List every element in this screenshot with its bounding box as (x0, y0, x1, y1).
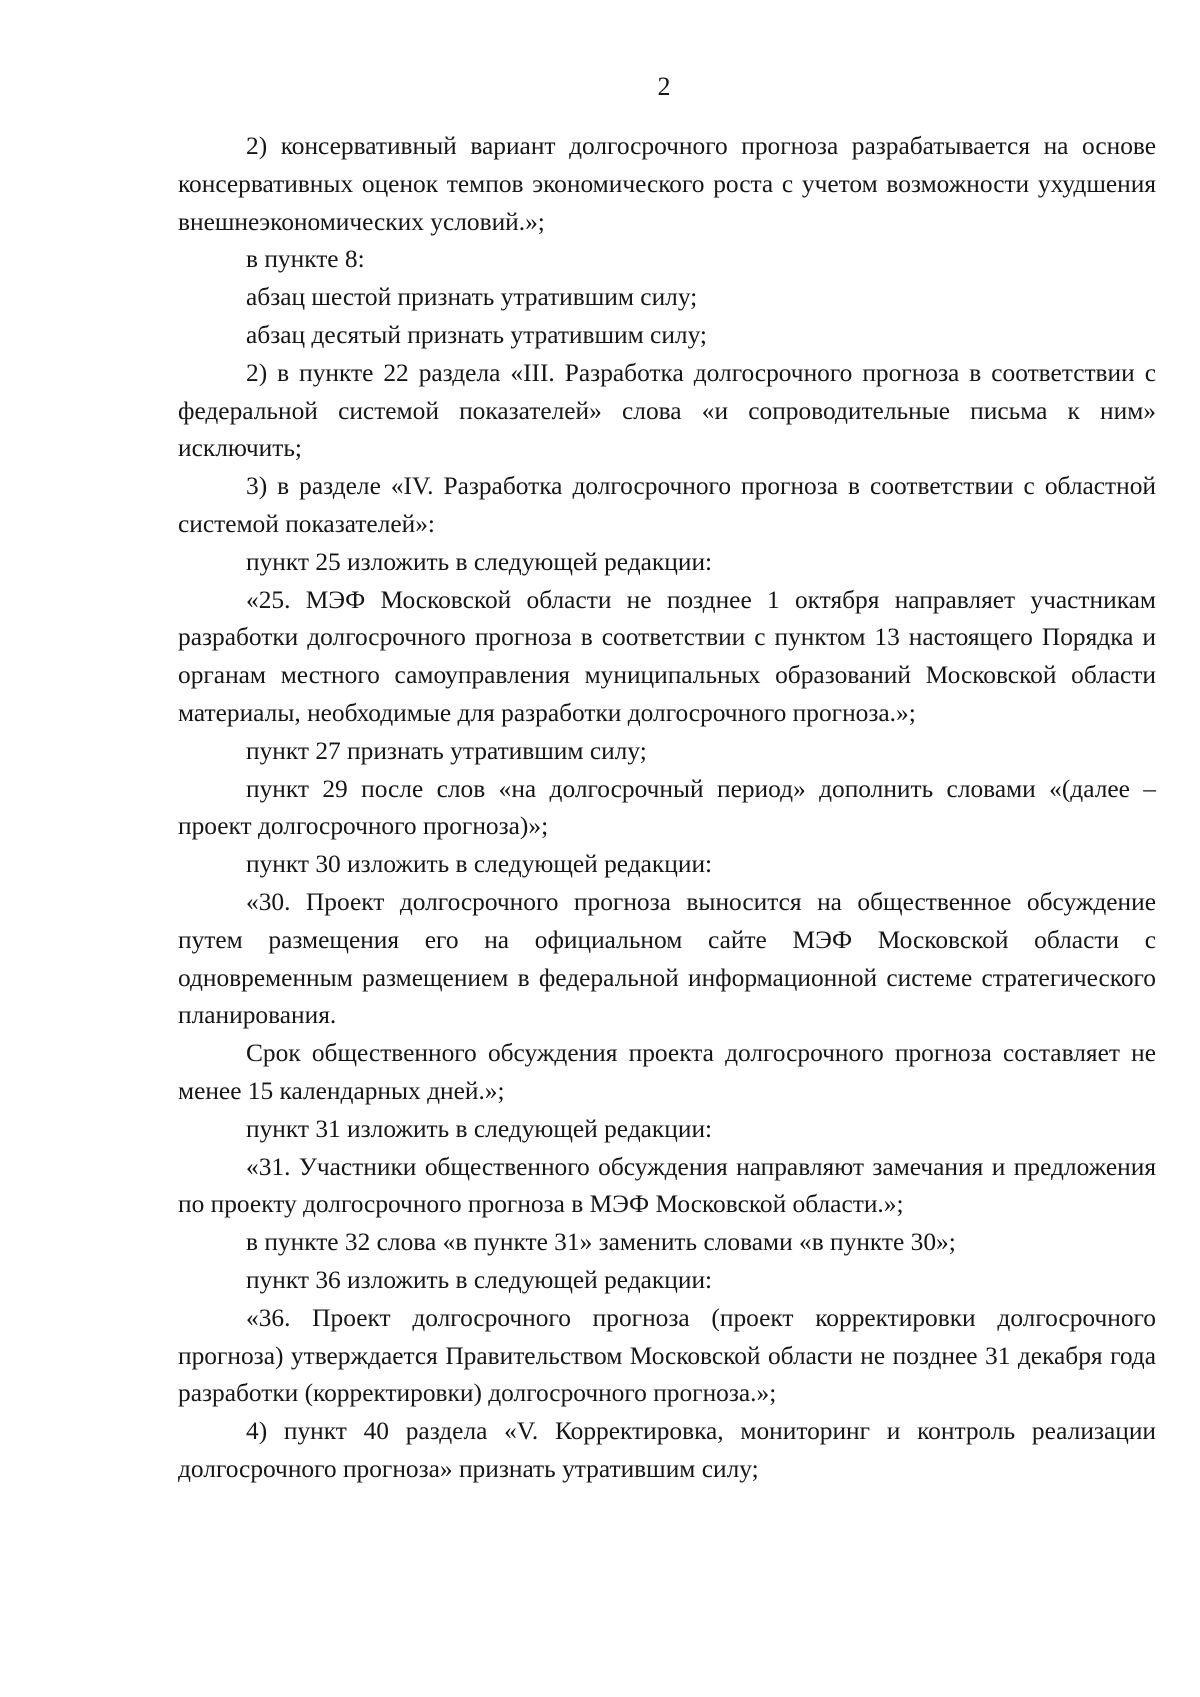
paragraph: «36. Проект долгосрочного прогноза (проект корректировки долгосрочного прогноза) утверждается Правительством Московской области не позднее 31 декабря года разработки (корректировки) долгосрочного прогноза.»; (178, 1303, 1156, 1408)
paragraph: 4) пункт 40 раздела «V. Корректировка, мониторинг и контроль реализации долгосрочного прогноза» признать утратившим силу; (178, 1417, 1156, 1483)
paragraph: пункт 30 изложить в следующей редакции: (246, 850, 713, 879)
paragraph: в пункте 32 слова «в пункте 31» заменить словами «в пункте 30»; (246, 1228, 956, 1257)
paragraph: Срок общественного обсуждения проекта долгосрочного прогноза составляет не менее 15 календарных дней.»; (178, 1039, 1156, 1105)
paragraph: «25. МЭФ Московской области не позднее 1 октября направляет участникам разработки долгосрочного прогноза в соответствии с пунктом 13 настоящего Порядка и органам местного самоуправления муниципальных образований Московской области материалы, необходимые для разработки долгосрочного прогноза.»; (178, 585, 1156, 727)
paragraph: пункт 27 признать утратившим силу; (246, 736, 647, 765)
paragraph: 3) в разделе «IV. Разработка долгосрочного прогноза в соответствии с областной системой показателей»: (178, 472, 1156, 538)
document-body (178, 128, 1156, 1489)
paragraph: «30. Проект долгосрочного прогноза выносится на общественное обсуждение путем размещения его на официальном сайте МЭФ Московской области с одновременным размещением в федеральной информационной системе стратегического планирования. (178, 887, 1156, 1030)
paragraph: «31. Участники общественного обсуждения направляют замечания и предложения по проекту долгосрочного прогноза в МЭФ Московской области.»; (178, 1152, 1156, 1219)
paragraph: 2) в пункте 22 раздела «III. Разработка долгосрочного прогноза в соответствии с федеральной системой показателей» слова «и сопроводительные письма к ним» исключить; (178, 358, 1156, 463)
paragraph: пункт 31 изложить в следующей редакции: (246, 1114, 713, 1143)
page-number: 2 (657, 72, 671, 101)
paragraph: пункт 36 изложить в следующей редакции: (246, 1265, 713, 1294)
paragraph: абзац десятый признать утратившим силу; (246, 320, 707, 349)
paragraph: пункт 25 изложить в следующей редакции: (246, 547, 713, 576)
paragraph: 2) консервативный вариант долгосрочного прогноза разрабатывается на основе консервативных оценок темпов экономического роста с учетом возможности ухудшения внешнеэкономических условий.»; (178, 132, 1156, 236)
paragraph: абзац шестой признать утратившим силу; (246, 283, 698, 312)
paragraph: в пункте 8: (246, 245, 365, 274)
paragraph: пункт 29 после слов «на долгосрочный период» дополнить словами «(далее – проект долгосрочного прогноза)»; (178, 774, 1156, 841)
